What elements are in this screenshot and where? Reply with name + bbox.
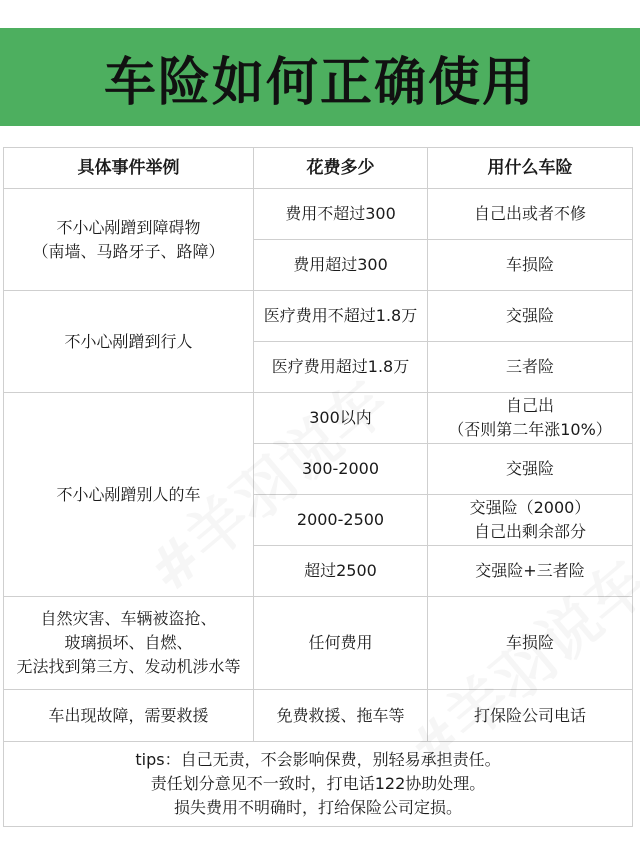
insurance-cell: 车损险 [428,597,633,690]
table-row [4,690,633,742]
cost-cell: 医疗费用不超过1.8万 [254,291,428,342]
page-title: 车险如何正确使用 [103,52,536,113]
insurance-cell: 交强险（2000） 自己出剩余部分 [428,495,633,546]
insurance-cell: 三者险 [428,342,633,393]
table-row [4,291,633,342]
event-cell: 自然灾害、车辆被盗抢、 玻璃损坏、自燃、 无法找到第三方、发动机涉水等 [4,597,254,690]
cost-cell: 超过2500 [254,546,428,597]
event-cell: 不小心剐蹭到障碍物 （南墙、马路牙子、路障） [4,189,254,291]
insurance-cell: 自己出 （否则第二年涨10%） [428,393,633,444]
event-cell: 不小心剐蹭到行人 [4,291,254,393]
insurance-cell: 交强险 [428,444,633,495]
insurance-table [3,147,633,827]
tips-text: tips：自己无责，不会影响保费，别轻易承担责任。 责任划分意见不一致时，打电话122协助处理。 损失费用不明确时，打给保险公司定损。 [4,742,633,827]
cost-cell: 任何费用 [254,597,428,690]
header-event: 具体事件举例 [4,148,254,189]
cost-cell: 免费救援、拖车等 [254,690,428,742]
table-row [4,189,633,240]
event-cell: 不小心剐蹭别人的车 [4,393,254,597]
insurance-cell: 交强险+三者险 [428,546,633,597]
cost-cell: 2000-2500 [254,495,428,546]
insurance-cell: 交强险 [428,291,633,342]
cost-cell: 医疗费用超过1.8万 [254,342,428,393]
header-cost: 花费多少 [254,148,428,189]
insurance-cell: 车损险 [428,240,633,291]
cost-cell: 费用超过300 [254,240,428,291]
title-banner [0,28,640,126]
tips-row [4,742,633,827]
table-row [4,393,633,444]
table-row [4,597,633,690]
cost-cell: 300以内 [254,393,428,444]
cost-cell: 费用不超过300 [254,189,428,240]
event-cell: 车出现故障，需要救援 [4,690,254,742]
cost-cell: 300-2000 [254,444,428,495]
table-header-row [4,148,633,189]
insurance-cell: 打保险公司电话 [428,690,633,742]
header-insurance: 用什么车险 [428,148,633,189]
insurance-cell: 自己出或者不修 [428,189,633,240]
